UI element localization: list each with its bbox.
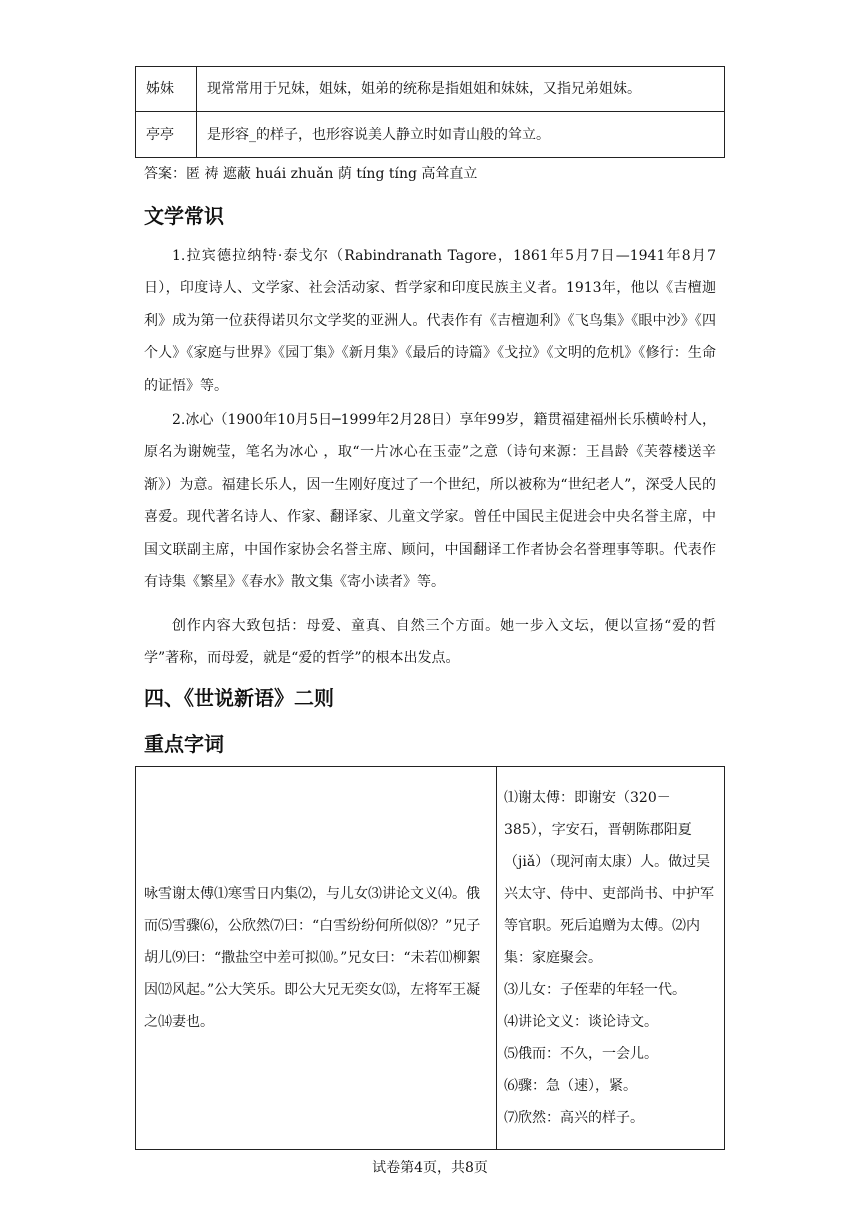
table-row — [136, 767, 725, 1150]
annotation-note: ⑴谢太傅：即谢安（320－385），字安石，晋朝陈郡阳夏（jiǎ）（现河南太康）人。做过吴兴太守、侍中、吏部尚书、中护军等官职。死后追赠为太傅。⑵内集：家庭聚会。 — [504, 790, 714, 966]
annotation-note: ⑸俄而：不久，一会儿。 — [504, 1046, 658, 1062]
page-footer: 试卷第4页，共8页 — [372, 1160, 488, 1176]
vocab-definition: 现常常用于兄妹，姐妹，姐弟的统称是指姐姐和妹妹，又指兄弟姐妹。 — [197, 67, 725, 112]
table-row — [136, 67, 725, 112]
shishuo-heading: 四、《世说新语》二则 — [144, 686, 334, 710]
bingxin-paragraph: 2.冰心（1900年10月5日─1999年2月28日）享年99岁，籍贯福建福州长乐横岭村人，原名为谢婉莹，笔名为冰心 ，取“一片冰心在玉壶”之意（诗句来源：王昌龄《芙蓉楼送辛渐》）为意。福建长乐人，因一生刚好度过了一个世纪，所以被称为“世纪老人”，深受人民的喜爱。现代著名诗人、作家、翻译家、儿童文学家。曾任中国民主促进会中央名誉主席，中国文联副主席，中国作家协会名誉主席、顾问，中国翻译工作者协会名誉理事等职。代表作有诗集《繁星》《春水》散文集《寄小读者》等。 — [144, 412, 716, 591]
annotation-note: ⑶儿女：子侄辈的年轻一代。 — [504, 982, 686, 998]
creation-paragraph: 创作内容大致包括：母爱、童真、自然三个方面。她一步入文坛，便以宣扬“爱的哲学”著称，而母爱，就是“爱的哲学”的根本出发点。 — [144, 618, 716, 667]
keywords-table — [135, 766, 725, 1150]
annotation-note: ⑹骤：急（速），紧。 — [504, 1078, 637, 1094]
annotation-note: ⑷讲论文义：谈论诗文。 — [504, 1014, 658, 1030]
annotation-cell — [497, 767, 725, 1150]
literature-heading: 文学常识 — [144, 204, 224, 228]
answer-line: 答案：匿 祷 遮蔽 huái zhuǎn 荫 tíng tíng 高耸直立 — [144, 166, 478, 182]
vocab-table — [135, 66, 725, 158]
table-row — [136, 112, 725, 158]
vocab-term: 亭亭 — [136, 112, 197, 158]
classical-text: 咏雪谢太傅⑴寒雪日内集⑵，与儿女⑶讲论文义⑷。俄而⑸雪骤⑹，公欣然⑺曰：“白雪纷纷何所似⑻？”兄子胡儿⑼曰：“撒盐空中差可拟⑽。”兄女曰：“未若⑾柳絮因⑿风起。”公大笑乐。即公大兄无奕女⒀，左将军王凝之⒁妻也。 — [136, 767, 497, 1150]
vocab-definition: 是形容_的样子，也形容说美人静立时如青山般的耸立。 — [197, 112, 725, 158]
annotation-note: ⑺欣然：高兴的样子。 — [504, 1110, 644, 1126]
tagore-paragraph: 1.拉宾德拉纳特·泰戈尔（Rabindranath Tagore，1861年5月7日—1941年8月7日），印度诗人、文学家、社会活动家、哲学家和印度民族主义者。1913年，他以《吉檀迦利》成为第一位获得诺贝尔文学奖的亚洲人。代表作有《吉檀迦利》《飞鸟集》《眼中沙》《四个人》《家庭与世界》《园丁集》《新月集》《最后的诗篇》《戈拉》《文明的危机》《修行：生命的证悟》等。 — [144, 248, 716, 394]
keywords-heading: 重点字词 — [144, 732, 224, 756]
vocab-term: 姊妹 — [136, 67, 197, 112]
